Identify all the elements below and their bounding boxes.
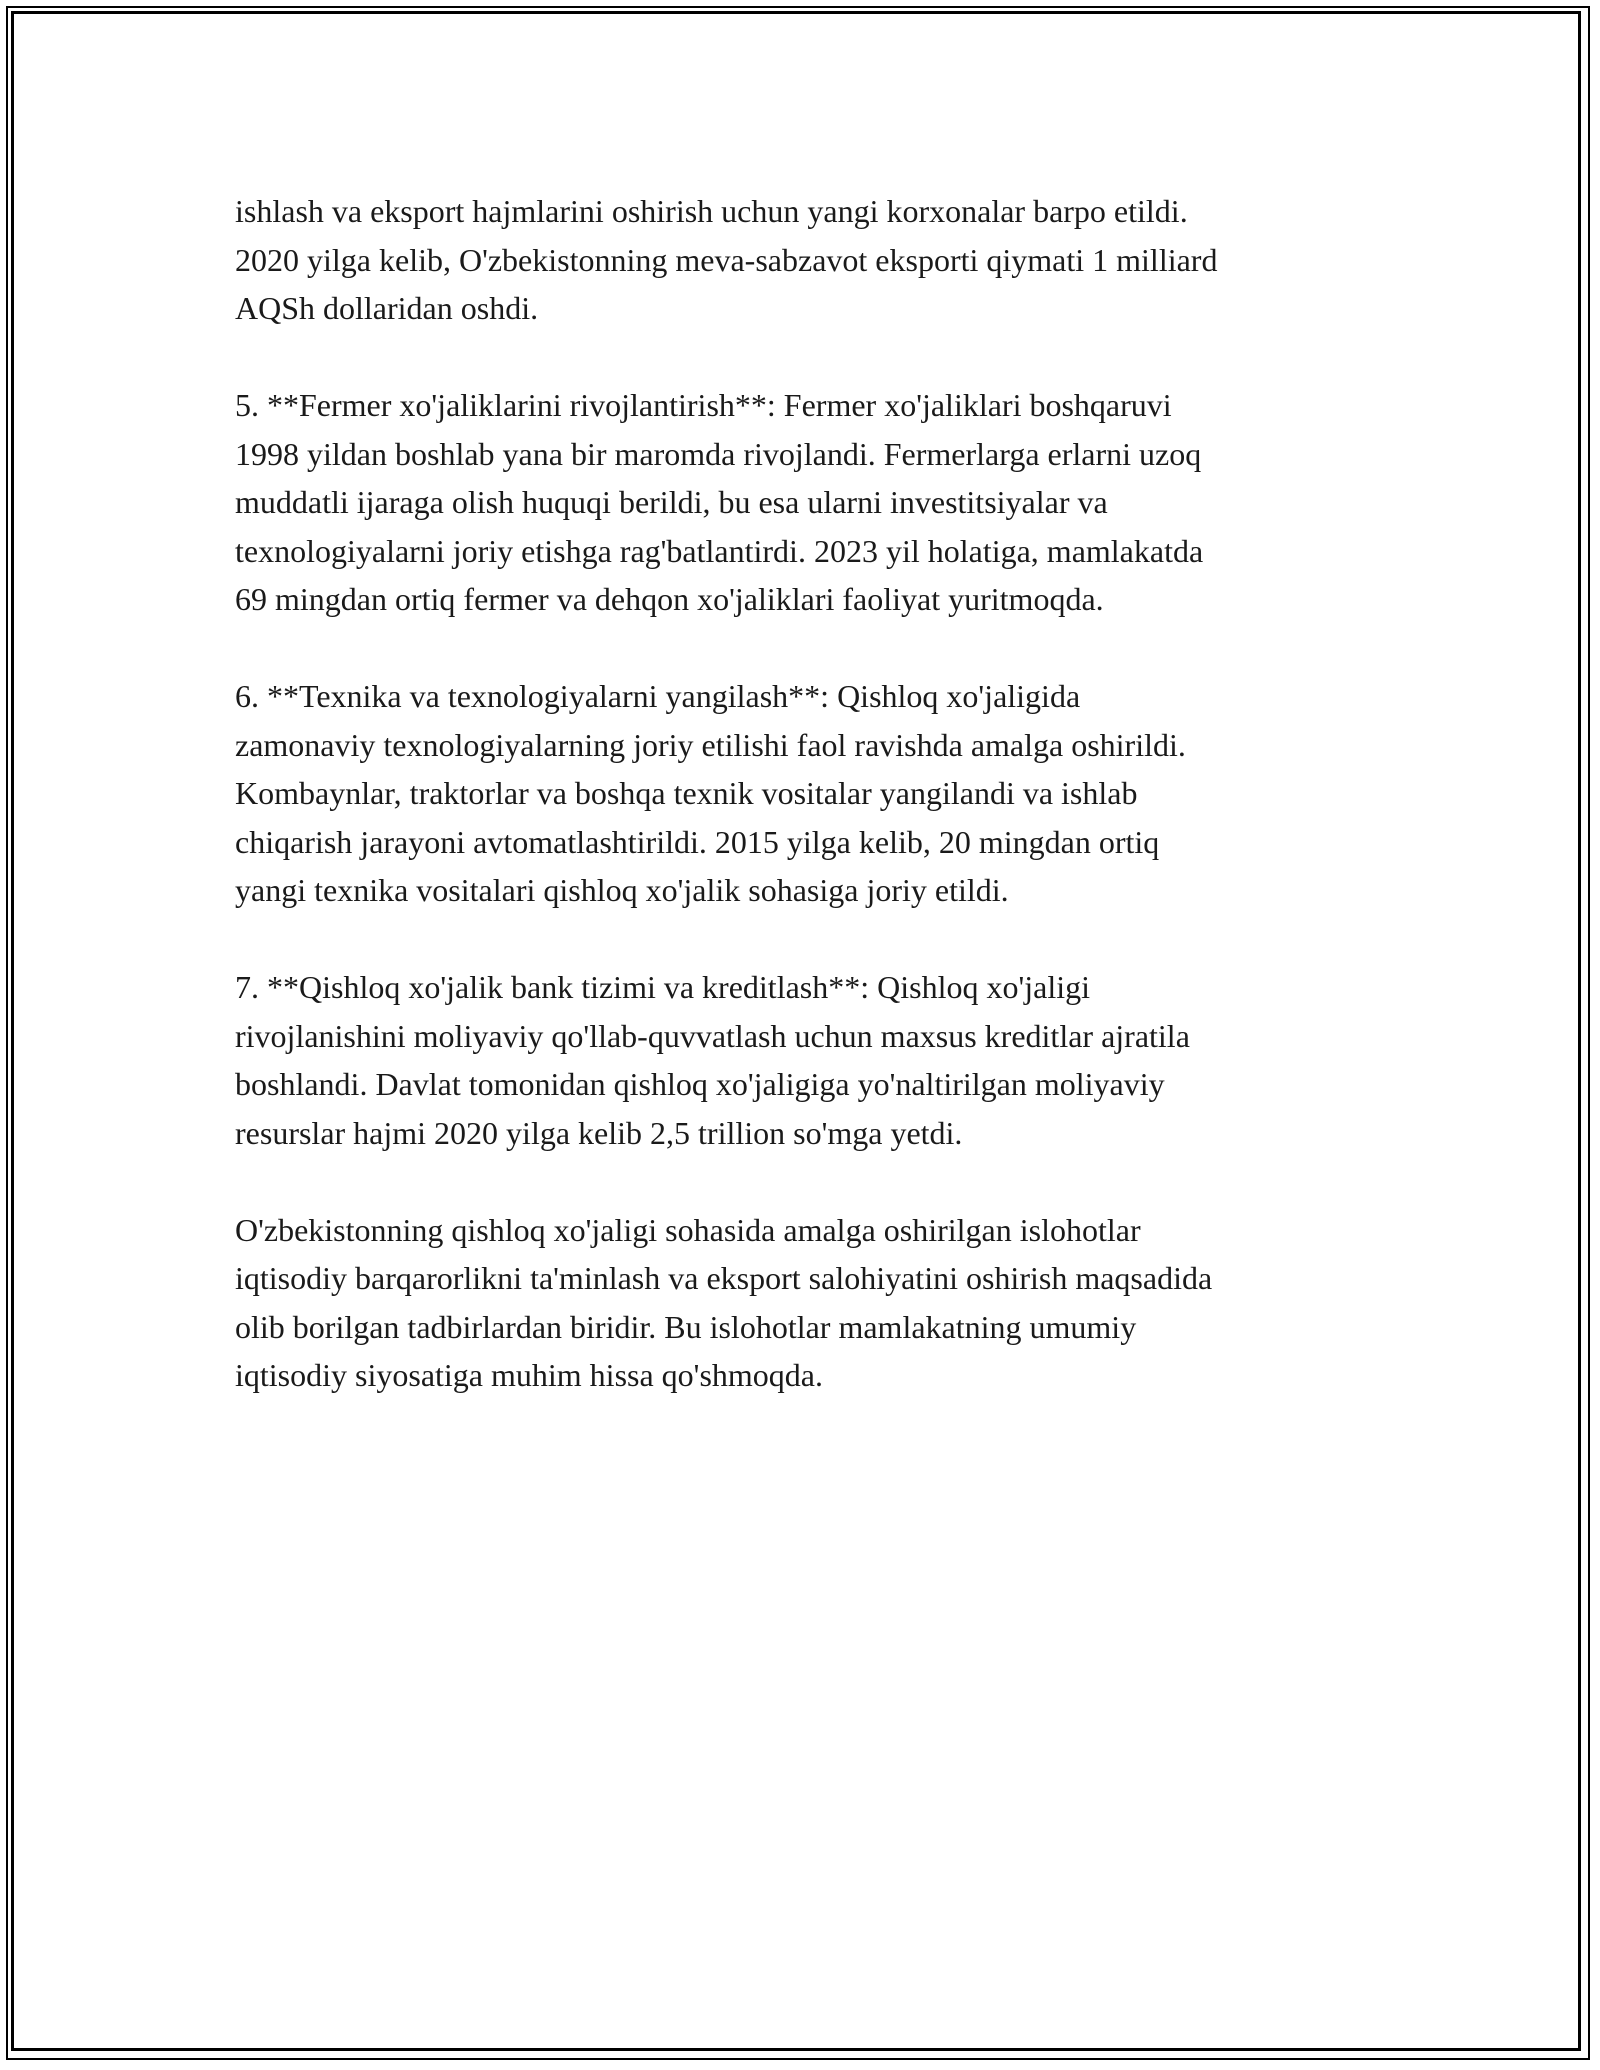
paragraph-item-6-machinery-technology: 6. **Texnika va texnologiyalarni yangilash**: Qishloq xo'jaligida zamonaviy texnologiyalarning joriy etilishi faol ravishda amalga oshirildi. Kombaynlar, traktorlar va boshqa texnik vositalar yangilandi va ishlab chiqarish jarayoni avtomatlashtirildi. 2015 yilga kelib, 20 mingdan ortiq yangi texnika vositalari qishloq xo'jalik sohasiga joriy etildi.: [235, 678, 1186, 908]
paragraph-export-continuation: ishlash va eksport hajmlarini oshirish uchun yangi korxonalar barpo etildi. 2020 yilga kelib, O'zbekistonning meva-sabzavot eksporti qiymati 1 milliard AQSh dollaridan oshdi.: [235, 193, 1218, 326]
paragraph-conclusion: O'zbekistonning qishloq xo'jaligi sohasida amalga oshirilgan islohotlar iqtisodiy barqarorlikni ta'minlash va eksport salohiyatini oshirish maqsadida olib borilgan tadbirlardan biridir. Bu islohotlar mamlakatning umumiy iqtisodiy siyosatiga muhim hissa qo'shmoqda.: [235, 1211, 1213, 1393]
paragraph-item-7-banking-credit: 7. **Qishloq xo'jalik bank tizimi va kreditlash**: Qishloq xo'jaligi rivojlanishini moliyaviy qo'llab-quvvatlash uchun maxsus kreditlar ajratila boshlandi. Davlat tomonidan qishloq xo'jaligiga yo'naltirilgan moliyaviy resurslar hajmi 2020 yilga kelib 2,5 trillion so'mga yetdi.: [235, 969, 1190, 1151]
paragraph-item-5-farmer-households: 5. **Fermer xo'jaliklarini rivojlantirish**: Fermer xo'jaliklari boshqaruvi 1998 yildan boshlab yana bir maromda rivojlandi. Fermerlarga erlarni uzoq muddatli ijaraga olish huquqi berildi, bu esa ularni investitsiyalar va texnologiyalarni joriy etishga rag'batlantirdi. 2023 yil holatiga, mamlakatda 69 mingdan ortiq fermer va dehqon xo'jaliklari faoliyat yuritmoqda.: [235, 387, 1204, 617]
document-body: [235, 187, 1385, 1448]
